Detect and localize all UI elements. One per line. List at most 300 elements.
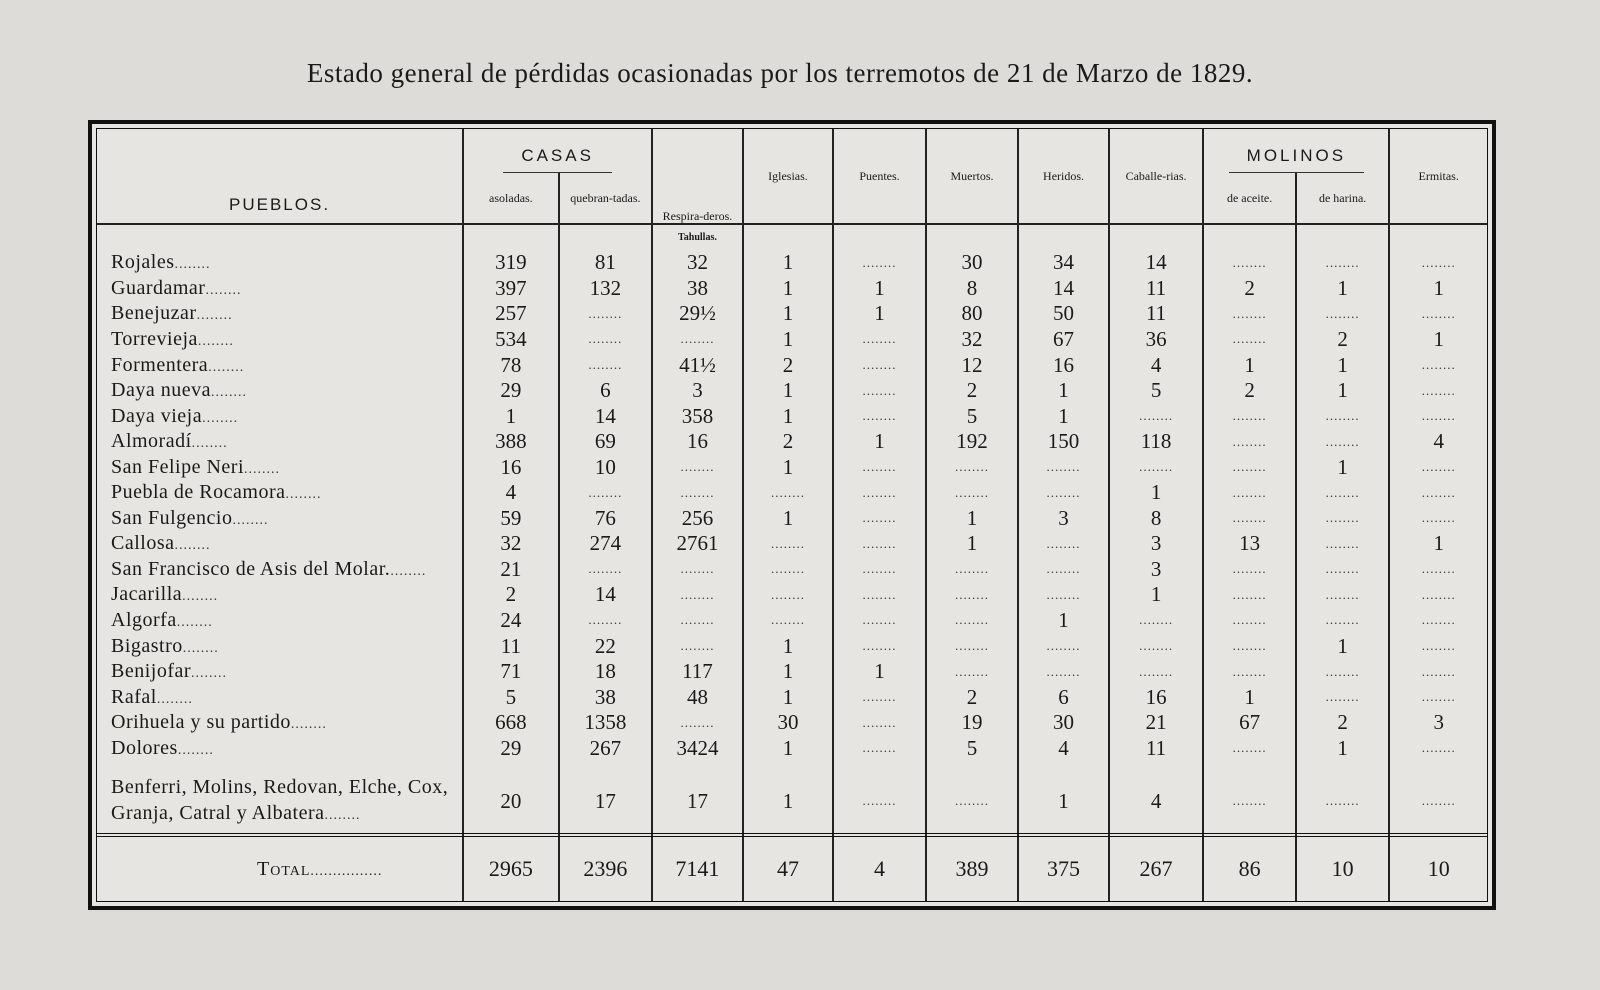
cell-iglesias: ........ xyxy=(743,608,834,634)
cell-asoladas: 21 xyxy=(463,557,559,583)
leader-dots: ........ xyxy=(208,359,245,375)
cell-quebrantadas: 14 xyxy=(559,403,653,429)
cell-muertos: ........ xyxy=(926,659,1019,685)
cell-muertos: 32 xyxy=(926,327,1019,353)
cell-iglesias: 1 xyxy=(743,659,834,685)
cell-iglesias: 1 xyxy=(743,276,834,302)
cell-respiraderos: ........ xyxy=(652,557,743,583)
cell-respiraderos: 17 xyxy=(652,761,743,841)
pueblo-name xyxy=(97,480,463,506)
cell-heridos: 14 xyxy=(1018,276,1109,302)
cell-caballerias: 21 xyxy=(1109,710,1204,736)
cell-respiraderos: 38 xyxy=(652,276,743,302)
cell-puentes: ........ xyxy=(833,710,926,736)
header-molinos-group xyxy=(1203,129,1389,173)
pueblo-name xyxy=(97,608,463,634)
cell-heridos: 30 xyxy=(1018,710,1109,736)
cell-aceite: ........ xyxy=(1203,582,1296,608)
cell-caballerias: 3 xyxy=(1109,557,1204,583)
leader-dots: ........ xyxy=(182,640,219,656)
pueblo-name xyxy=(97,429,463,455)
pueblo-name xyxy=(97,250,463,276)
cell-respiraderos: ........ xyxy=(652,454,743,480)
total-asoladas: 2965 xyxy=(463,837,559,901)
cell-caballerias: 3 xyxy=(1109,531,1204,557)
cell-heridos: 34 xyxy=(1018,250,1109,276)
table-row xyxy=(97,582,1487,608)
header-aceite: de aceite. xyxy=(1203,173,1296,224)
cell-iglesias: 2 xyxy=(743,352,834,378)
pueblo-name-text: Puebla de Rocamora xyxy=(111,481,286,504)
cell-respiraderos: 32 xyxy=(652,250,743,276)
cell-ermitas: 1 xyxy=(1389,276,1487,302)
cell-puentes: ........ xyxy=(833,582,926,608)
cell-ermitas: ........ xyxy=(1389,659,1487,685)
pueblo-name-text: San Felipe Neri xyxy=(111,455,245,478)
cell-harina: ........ xyxy=(1296,608,1390,634)
cell-quebrantadas: 17 xyxy=(559,761,653,841)
cell-puentes: ........ xyxy=(833,761,926,841)
cell-ermitas: 1 xyxy=(1389,327,1487,353)
pueblo-name xyxy=(97,506,463,532)
table-row xyxy=(97,276,1487,302)
cell-heridos: 150 xyxy=(1018,429,1109,455)
cell-aceite: 2 xyxy=(1203,276,1296,302)
cell-ermitas: ........ xyxy=(1389,403,1487,429)
table-title: Estado general de pérdidas ocasionadas por los terremotos de 21 de Marzo de 1829. xyxy=(306,58,1254,88)
cell-heridos: 1 xyxy=(1018,403,1109,429)
cell-iglesias: ........ xyxy=(743,531,834,557)
cell-muertos: 2 xyxy=(926,378,1019,404)
cell-quebrantadas: 10 xyxy=(559,454,653,480)
total-respiraderos: 7141 xyxy=(652,837,743,901)
cell-puentes: 1 xyxy=(833,301,926,327)
cell-caballerias: 11 xyxy=(1109,735,1204,761)
cell-muertos: 1 xyxy=(926,506,1019,532)
cell-caballerias: ........ xyxy=(1109,659,1204,685)
cell-harina: 2 xyxy=(1296,327,1390,353)
cell-quebrantadas: 22 xyxy=(559,633,653,659)
cell-aceite: 67 xyxy=(1203,710,1296,736)
cell-harina: 2 xyxy=(1296,710,1390,736)
cell-asoladas: 29 xyxy=(463,735,559,761)
cell-harina: ........ xyxy=(1296,250,1390,276)
cell-respiraderos: 41½ xyxy=(652,352,743,378)
leader-dots: ........ xyxy=(202,410,239,426)
cell-iglesias: ........ xyxy=(743,480,834,506)
header-caballerias: Caballe-rias. xyxy=(1109,129,1204,224)
total-heridos: 375 xyxy=(1018,837,1109,901)
cell-caballerias: 36 xyxy=(1109,327,1204,353)
cell-heridos: ........ xyxy=(1018,454,1109,480)
cell-ermitas: ........ xyxy=(1389,761,1487,841)
cell-aceite: ........ xyxy=(1203,429,1296,455)
cell-heridos: 3 xyxy=(1018,506,1109,532)
cell-iglesias: 2 xyxy=(743,429,834,455)
leader-dots: ........ xyxy=(210,385,247,401)
pueblo-name xyxy=(97,327,463,353)
total-label xyxy=(97,837,463,901)
table-row xyxy=(97,454,1487,480)
cell-respiraderos: ........ xyxy=(652,710,743,736)
pueblo-name-text: San Fulgencio xyxy=(111,506,233,529)
cell-puentes: ........ xyxy=(833,403,926,429)
cell-asoladas: 534 xyxy=(463,327,559,353)
cell-harina: 1 xyxy=(1296,735,1390,761)
tahullas-note-row xyxy=(97,224,1487,250)
cell-iglesias: 1 xyxy=(743,761,834,841)
tahullas-note: Tahullas. xyxy=(678,231,717,243)
pueblo-name-text: Rafal xyxy=(111,685,157,708)
cell-aceite: ........ xyxy=(1203,506,1296,532)
cell-iglesias: 1 xyxy=(743,301,834,327)
cell-iglesias: 1 xyxy=(743,684,834,710)
cell-respiraderos: ........ xyxy=(652,327,743,353)
cell-harina: ........ xyxy=(1296,557,1390,583)
pueblo-name-text: Rojales xyxy=(111,251,175,274)
cell-ermitas: ........ xyxy=(1389,608,1487,634)
total-muertos: 389 xyxy=(926,837,1019,901)
cell-harina: ........ xyxy=(1296,582,1390,608)
cell-caballerias: 1 xyxy=(1109,582,1204,608)
cell-asoladas: 16 xyxy=(463,454,559,480)
cell-muertos: 5 xyxy=(926,735,1019,761)
cell-aceite: ........ xyxy=(1203,454,1296,480)
cell-muertos: ........ xyxy=(926,480,1019,506)
cell-caballerias: 11 xyxy=(1109,301,1204,327)
pueblo-name-text: Benijofar xyxy=(111,660,192,683)
cell-heridos: 1 xyxy=(1018,608,1109,634)
pueblo-name xyxy=(97,659,463,685)
pueblo-name xyxy=(97,582,463,608)
cell-puentes: ........ xyxy=(833,506,926,532)
cell-puentes: 1 xyxy=(833,659,926,685)
cell-asoladas: 59 xyxy=(463,506,559,532)
table-row xyxy=(97,429,1487,455)
pueblo-name xyxy=(97,761,463,841)
cell-ermitas: ........ xyxy=(1389,582,1487,608)
pueblo-name xyxy=(97,352,463,378)
pueblo-name-text: Algorfa xyxy=(111,608,177,631)
cell-respiraderos: 117 xyxy=(652,659,743,685)
cell-quebrantadas: 6 xyxy=(559,378,653,404)
table-row xyxy=(97,403,1487,429)
cell-puentes: ........ xyxy=(833,327,926,353)
cell-harina: ........ xyxy=(1296,506,1390,532)
pueblo-name-text: Callosa xyxy=(111,532,175,555)
table-row xyxy=(97,710,1487,736)
cell-aceite: ........ xyxy=(1203,659,1296,685)
pueblo-name-text: Jacarilla xyxy=(111,583,183,606)
cell-iglesias: 30 xyxy=(743,710,834,736)
table-row xyxy=(97,735,1487,761)
cell-muertos: 80 xyxy=(926,301,1019,327)
header-asoladas: asoladas. xyxy=(463,173,559,224)
cell-caballerias: 4 xyxy=(1109,761,1204,841)
total-row xyxy=(97,833,1487,901)
cell-quebrantadas: 81 xyxy=(559,250,653,276)
total-table xyxy=(97,837,1487,901)
cell-asoladas: 388 xyxy=(463,429,559,455)
table-row xyxy=(97,659,1487,685)
table-row xyxy=(97,557,1487,583)
pueblo-name xyxy=(97,403,463,429)
table-row xyxy=(97,633,1487,659)
leader-dots: ........ xyxy=(324,807,361,823)
cell-quebrantadas: 69 xyxy=(559,429,653,455)
table-row xyxy=(97,480,1487,506)
casas-label: CASAS xyxy=(503,146,612,173)
cell-quebrantadas: 132 xyxy=(559,276,653,302)
cell-harina: ........ xyxy=(1296,429,1390,455)
leader-dots: ........ xyxy=(174,538,211,554)
cell-aceite: ........ xyxy=(1203,608,1296,634)
cell-respiraderos: 358 xyxy=(652,403,743,429)
cell-aceite: ........ xyxy=(1203,761,1296,841)
total-ermitas: 10 xyxy=(1389,837,1487,901)
cell-harina: ........ xyxy=(1296,531,1390,557)
cell-quebrantadas: ........ xyxy=(559,608,653,634)
pueblo-name xyxy=(97,557,463,583)
cell-muertos: ........ xyxy=(926,454,1019,480)
leader-dots: ........ xyxy=(232,512,269,528)
cell-quebrantadas: 18 xyxy=(559,659,653,685)
cell-caballerias: 118 xyxy=(1109,429,1204,455)
pueblo-name-text: Orihuela y su partido xyxy=(111,711,291,734)
pueblo-name-text: Daya vieja xyxy=(111,404,203,427)
table-row xyxy=(97,531,1487,557)
cell-puentes: ........ xyxy=(833,735,926,761)
pueblo-name xyxy=(97,378,463,404)
cell-ermitas: ........ xyxy=(1389,301,1487,327)
cell-puentes: ........ xyxy=(833,454,926,480)
total-harina: 10 xyxy=(1296,837,1390,901)
cell-aceite: ........ xyxy=(1203,250,1296,276)
table-row xyxy=(97,378,1487,404)
cell-caballerias: 1 xyxy=(1109,480,1204,506)
cell-asoladas: 4 xyxy=(463,480,559,506)
pueblo-name-text: Benejuzar xyxy=(111,302,197,325)
pueblo-name xyxy=(97,710,463,736)
cell-ermitas: ........ xyxy=(1389,633,1487,659)
cell-iglesias: ........ xyxy=(743,557,834,583)
cell-iglesias: 1 xyxy=(743,327,834,353)
cell-iglesias: 1 xyxy=(743,735,834,761)
leader-dots: ........ xyxy=(156,691,193,707)
leader-dots: ........ xyxy=(285,487,322,503)
cell-respiraderos: 48 xyxy=(652,684,743,710)
cell-asoladas: 11 xyxy=(463,633,559,659)
cell-aceite: ........ xyxy=(1203,735,1296,761)
cell-ermitas: 4 xyxy=(1389,429,1487,455)
leader-dots: ........ xyxy=(205,282,242,298)
cell-puentes: 1 xyxy=(833,429,926,455)
cell-respiraderos: 29½ xyxy=(652,301,743,327)
losses-table xyxy=(97,129,1487,841)
cell-ermitas: ........ xyxy=(1389,506,1487,532)
cell-heridos: 4 xyxy=(1018,735,1109,761)
cell-asoladas: 319 xyxy=(463,250,559,276)
cell-respiraderos: ........ xyxy=(652,633,743,659)
cell-quebrantadas: 267 xyxy=(559,735,653,761)
header-puentes: Puentes. xyxy=(833,129,926,224)
cell-muertos: 192 xyxy=(926,429,1019,455)
pueblo-name-text: San Francisco de Asis del Molar. xyxy=(111,557,391,580)
cell-ermitas: ........ xyxy=(1389,480,1487,506)
cell-heridos: ........ xyxy=(1018,557,1109,583)
cell-quebrantadas: 1358 xyxy=(559,710,653,736)
cell-harina: 1 xyxy=(1296,454,1390,480)
cell-iglesias: 1 xyxy=(743,250,834,276)
cell-heridos: 50 xyxy=(1018,301,1109,327)
respiraderos-label: Respira-deros. xyxy=(662,209,733,223)
cell-asoladas: 668 xyxy=(463,710,559,736)
cell-muertos: ........ xyxy=(926,608,1019,634)
leader-dots: ........ xyxy=(244,461,281,477)
pueblo-name-text: Torrevieja xyxy=(111,327,198,350)
cell-puentes: 1 xyxy=(833,276,926,302)
cell-ermitas: ........ xyxy=(1389,250,1487,276)
cell-respiraderos: 2761 xyxy=(652,531,743,557)
cell-puentes: ........ xyxy=(833,557,926,583)
cell-aceite: 1 xyxy=(1203,352,1296,378)
cell-heridos: ........ xyxy=(1018,582,1109,608)
cell-quebrantadas: ........ xyxy=(559,480,653,506)
table-row xyxy=(97,250,1487,276)
cell-heridos: ........ xyxy=(1018,633,1109,659)
pueblo-name-text: Daya nueva xyxy=(111,379,211,402)
leader-dots: ........ xyxy=(290,717,327,733)
total-dots: ........ xyxy=(310,863,347,879)
header-heridos: Heridos. xyxy=(1018,129,1109,224)
cell-heridos: 6 xyxy=(1018,684,1109,710)
cell-asoladas: 2 xyxy=(463,582,559,608)
cell-respiraderos: 16 xyxy=(652,429,743,455)
cell-muertos: ........ xyxy=(926,633,1019,659)
cell-respiraderos: 256 xyxy=(652,506,743,532)
cell-muertos: 1 xyxy=(926,531,1019,557)
total-quebrantadas: 2396 xyxy=(559,837,653,901)
cell-ermitas: ........ xyxy=(1389,684,1487,710)
cell-quebrantadas: ........ xyxy=(559,301,653,327)
pueblo-name xyxy=(97,735,463,761)
cell-harina: 1 xyxy=(1296,633,1390,659)
molinos-label: MOLINOS xyxy=(1229,146,1364,173)
cell-harina: ........ xyxy=(1296,480,1390,506)
cell-quebrantadas: 38 xyxy=(559,684,653,710)
table-body xyxy=(97,224,1487,841)
cell-quebrantadas: 76 xyxy=(559,506,653,532)
cell-ermitas: 1 xyxy=(1389,531,1487,557)
cell-respiraderos: ........ xyxy=(652,582,743,608)
table-row xyxy=(97,684,1487,710)
cell-puentes: ........ xyxy=(833,608,926,634)
cell-quebrantadas: ........ xyxy=(559,327,653,353)
cell-harina: 1 xyxy=(1296,352,1390,378)
cell-asoladas: 71 xyxy=(463,659,559,685)
pueblo-name xyxy=(97,301,463,327)
cell-caballerias: 5 xyxy=(1109,378,1204,404)
leader-dots: ........ xyxy=(390,563,427,579)
cell-puentes: ........ xyxy=(833,378,926,404)
leader-dots: ........ xyxy=(191,666,228,682)
total-label-text: Total xyxy=(257,857,311,880)
cell-heridos: ........ xyxy=(1018,531,1109,557)
cell-iglesias: 1 xyxy=(743,378,834,404)
cell-asoladas: 32 xyxy=(463,531,559,557)
header-harina: de harina. xyxy=(1296,173,1390,224)
total-dots-2: ........ xyxy=(346,863,383,879)
cell-muertos: ........ xyxy=(926,582,1019,608)
table-row xyxy=(97,327,1487,353)
cell-muertos: ........ xyxy=(926,761,1019,841)
cell-muertos: 12 xyxy=(926,352,1019,378)
pueblo-name xyxy=(97,276,463,302)
cell-caballerias: 4 xyxy=(1109,352,1204,378)
cell-iglesias: ........ xyxy=(743,582,834,608)
cell-quebrantadas: ........ xyxy=(559,557,653,583)
table-row xyxy=(97,761,1487,841)
cell-caballerias: ........ xyxy=(1109,454,1204,480)
cell-caballerias: ........ xyxy=(1109,633,1204,659)
table-row xyxy=(97,506,1487,532)
cell-muertos: 5 xyxy=(926,403,1019,429)
leader-dots: ........ xyxy=(182,589,219,605)
cell-caballerias: ........ xyxy=(1109,608,1204,634)
cell-heridos: 1 xyxy=(1018,378,1109,404)
cell-heridos: 16 xyxy=(1018,352,1109,378)
cell-caballerias: 16 xyxy=(1109,684,1204,710)
table-row xyxy=(97,301,1487,327)
cell-heridos: ........ xyxy=(1018,659,1109,685)
cell-aceite: 1 xyxy=(1203,684,1296,710)
cell-aceite: ........ xyxy=(1203,301,1296,327)
pueblo-name xyxy=(97,684,463,710)
pueblo-name-text: Bigastro xyxy=(111,634,183,657)
cell-asoladas: 20 xyxy=(463,761,559,841)
cell-iglesias: 1 xyxy=(743,403,834,429)
cell-aceite: ........ xyxy=(1203,557,1296,583)
total-caballerias: 267 xyxy=(1109,837,1204,901)
cell-ermitas: ........ xyxy=(1389,352,1487,378)
total-aceite: 86 xyxy=(1203,837,1296,901)
cell-respiraderos: ........ xyxy=(652,608,743,634)
cell-aceite: ........ xyxy=(1203,403,1296,429)
cell-iglesias: 1 xyxy=(743,506,834,532)
cell-asoladas: 5 xyxy=(463,684,559,710)
pueblo-name-text: Almoradí xyxy=(111,430,192,453)
cell-harina: ........ xyxy=(1296,403,1390,429)
total-puentes: 4 xyxy=(833,837,926,901)
header-ermitas: Ermitas. xyxy=(1389,129,1487,224)
cell-asoladas: 257 xyxy=(463,301,559,327)
cell-respiraderos: 3424 xyxy=(652,735,743,761)
header-quebrantadas: quebran-tadas. xyxy=(559,173,653,224)
cell-iglesias: 1 xyxy=(743,633,834,659)
cell-ermitas: 3 xyxy=(1389,710,1487,736)
pueblo-name xyxy=(97,633,463,659)
cell-harina: 1 xyxy=(1296,276,1390,302)
cell-puentes: ........ xyxy=(833,480,926,506)
leader-dots: ........ xyxy=(191,436,228,452)
cell-caballerias: 8 xyxy=(1109,506,1204,532)
cell-harina: 1 xyxy=(1296,378,1390,404)
header-iglesias: Iglesias. xyxy=(743,129,834,224)
cell-harina: ........ xyxy=(1296,659,1390,685)
header-respiraderos xyxy=(652,129,743,224)
cell-caballerias: ........ xyxy=(1109,403,1204,429)
cell-quebrantadas: 14 xyxy=(559,582,653,608)
